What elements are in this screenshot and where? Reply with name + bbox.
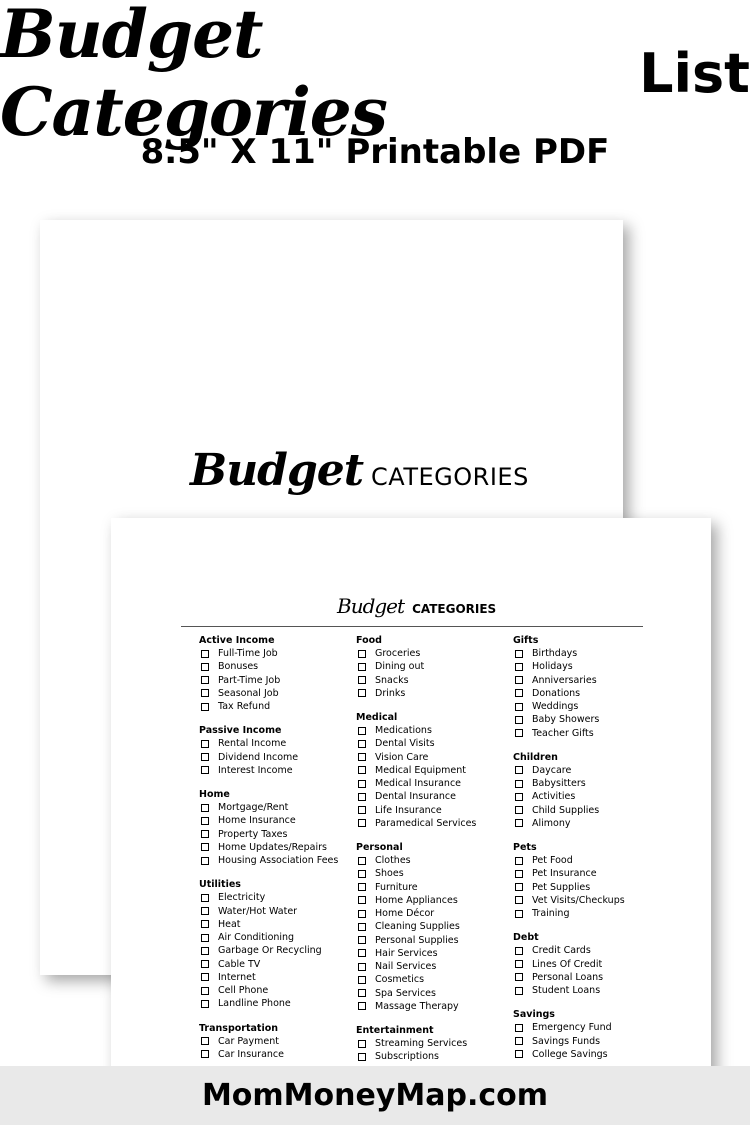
checkbox-icon: [515, 960, 523, 968]
checklist-item: [199, 647, 349, 660]
checklist-item: [356, 724, 506, 737]
checkbox-icon: [201, 689, 209, 697]
checklist-item-label: Pet Insurance: [532, 868, 597, 880]
checkbox-icon: [201, 934, 209, 942]
checklist-item: [513, 1035, 663, 1048]
checklist-item-label: Subscriptions: [375, 1051, 439, 1063]
category-title: Medical: [356, 712, 398, 723]
checklist-item-label: Medical Equipment: [375, 764, 466, 776]
checkbox-icon: [201, 766, 209, 774]
checklist-item-label: Vet Visits/Checkups: [532, 894, 625, 906]
checklist-item: [199, 674, 349, 687]
checklist-item: [356, 920, 506, 933]
checklist-item: [513, 894, 663, 907]
category-title: Transportation: [199, 1022, 279, 1034]
category-title: Gifts: [513, 635, 539, 646]
checklist-item-label: Paramedical Services: [375, 817, 477, 829]
back-sheet-heading: [190, 445, 529, 496]
checklist-item-label: Full-Time Job: [218, 648, 278, 659]
checklist-item: [356, 751, 506, 764]
checkbox-icon: [358, 753, 366, 761]
checkbox-icon: [201, 650, 209, 658]
checklist-item-label: Child Supplies: [532, 804, 600, 816]
checklist-item: [513, 647, 663, 660]
checklist-item-label: Medications: [375, 725, 432, 736]
checkbox-icon: [358, 989, 366, 997]
checkbox-icon: [201, 973, 209, 981]
category-group: [199, 1022, 349, 1062]
checklist-item-label: Clothes: [375, 855, 411, 866]
checklist-item-label: Hair Services: [375, 947, 438, 959]
checklist-item-label: Birthdays: [532, 648, 578, 659]
checklist-item-label: Daycare: [532, 764, 572, 776]
checklist-item-label: Cosmetics: [375, 974, 425, 986]
checklist-item: [199, 751, 349, 764]
checkbox-icon: [515, 716, 523, 724]
checkbox-icon: [358, 689, 366, 697]
checkbox-icon: [201, 1050, 209, 1058]
checkbox-icon: [515, 703, 523, 711]
checklist-item-label: Teacher Gifts: [532, 727, 594, 739]
front-sheet-preview: [111, 518, 711, 1078]
checkbox-icon: [515, 910, 523, 918]
checklist-item-label: Housing Association Fees: [218, 855, 339, 866]
category-group: [356, 711, 506, 830]
checkbox-icon: [201, 843, 209, 851]
category-group: [356, 1024, 506, 1064]
checkbox-icon: [201, 804, 209, 812]
checklist-item-label: Dividend Income: [218, 751, 299, 763]
checklist-item-label: Pet Food: [532, 855, 573, 866]
checklist-item: [513, 1021, 663, 1034]
checkbox-icon: [201, 1037, 209, 1045]
checklist-item: [199, 660, 349, 673]
checkbox-icon: [515, 973, 523, 981]
checklist-item: [199, 958, 349, 971]
checkbox-icon: [201, 740, 209, 748]
checklist-item: [513, 958, 663, 971]
checklist-item-label: Snacks: [375, 674, 409, 686]
category-title: Active Income: [199, 635, 275, 646]
checkbox-icon: [358, 1002, 366, 1010]
checklist-item-label: Tax Refund: [218, 701, 271, 712]
checklist-item-label: Heat: [218, 918, 241, 930]
category-group: [356, 634, 506, 700]
category-title: Passive Income: [199, 725, 282, 737]
category-group: [199, 788, 349, 867]
checklist-item-label: Interest Income: [218, 764, 293, 776]
checklist-item-label: Home Insurance: [218, 815, 296, 827]
checklist-item-label: Spa Services: [375, 987, 436, 999]
checkbox-icon: [515, 663, 523, 671]
checklist-item-label: Personal Loans: [532, 971, 604, 983]
checklist-item: [199, 1048, 349, 1061]
checklist-item: [356, 894, 506, 907]
checklist-item: [356, 947, 506, 960]
checklist-item: [199, 687, 349, 700]
checklist-item: [356, 790, 506, 803]
checkbox-icon: [358, 923, 366, 931]
checklist-item: [356, 674, 506, 687]
checklist-item: [513, 984, 663, 997]
checkbox-icon: [201, 894, 209, 902]
checklist-item: [356, 1000, 506, 1013]
category-group: [513, 841, 663, 920]
checklist-item-label: Medical Insurance: [375, 778, 462, 789]
checklist-item: [513, 700, 663, 713]
checkbox-icon: [201, 857, 209, 865]
checklist-item: [513, 777, 663, 790]
checklist-item: [356, 907, 506, 920]
checklist-item-label: Holidays: [532, 661, 573, 673]
checklist-item-label: Shoes: [375, 868, 404, 880]
checklist-item-label: Bonuses: [218, 661, 259, 673]
checklist-item-label: Lines Of Credit: [532, 958, 603, 970]
checklist-item-label: Babysitters: [532, 778, 586, 789]
checklist-item-label: Seasonal Job: [218, 687, 279, 699]
checklist-item: [199, 814, 349, 827]
category-group: [513, 751, 663, 830]
checklist-item: [356, 660, 506, 673]
subtitle: 8.5" X 11" Printable PDF: [140, 132, 610, 172]
category-title: Debt: [513, 932, 539, 944]
title-bold: List: [639, 41, 750, 105]
checklist-item: [199, 801, 349, 814]
checkbox-icon: [358, 793, 366, 801]
checklist-item-label: Electricity: [218, 892, 266, 904]
checkbox-icon: [515, 1050, 523, 1058]
title-script: Budget Categories: [0, 0, 387, 151]
checklist-item: [199, 984, 349, 997]
checkbox-icon: [358, 780, 366, 788]
checklist-item: [199, 700, 349, 713]
checklist-item: [513, 881, 663, 894]
checklist-item: [199, 828, 349, 841]
checklist-item-label: Life Insurance: [375, 804, 442, 816]
checkbox-icon: [201, 830, 209, 838]
category-title: Food: [356, 635, 382, 646]
checkbox-icon: [358, 676, 366, 684]
checkbox-icon: [515, 1024, 523, 1032]
checkbox-icon: [201, 676, 209, 684]
checklist-item: [199, 841, 349, 854]
checklist-item-label: Dental Insurance: [375, 791, 456, 803]
checklist-item: [513, 944, 663, 957]
checklist-item: [356, 817, 506, 830]
checklist-item: [199, 918, 349, 931]
checkbox-icon: [515, 793, 523, 801]
checkbox-icon: [358, 1040, 366, 1048]
checklist-item-label: Landline Phone: [218, 998, 291, 1010]
checkbox-icon: [515, 896, 523, 904]
category-group: [513, 931, 663, 997]
checkbox-icon: [201, 1000, 209, 1008]
checkbox-icon: [358, 650, 366, 658]
checklist-item: [513, 660, 663, 673]
checkbox-icon: [515, 819, 523, 827]
checklist-item-label: Training: [532, 908, 570, 919]
checklist-item-label: Baby Showers: [532, 714, 600, 726]
checklist-item: [199, 944, 349, 957]
checklist-item-label: College Savings: [532, 1048, 608, 1060]
checklist-item: [356, 804, 506, 817]
checkbox-icon: [201, 987, 209, 995]
footer-bar: [0, 1066, 750, 1125]
checklist-item: [356, 737, 506, 750]
checkbox-icon: [358, 819, 366, 827]
checklist-item-label: Emergency Fund: [532, 1022, 612, 1034]
checkbox-icon: [201, 920, 209, 928]
category-column-2: [356, 634, 506, 1075]
checklist-item-label: Personal Supplies: [375, 934, 459, 946]
front-heading-script: Budget: [337, 594, 405, 618]
checkbox-icon: [515, 766, 523, 774]
checklist-item: [199, 891, 349, 904]
checklist-item-label: Dining out: [375, 661, 425, 673]
category-group: [199, 634, 349, 713]
checkbox-icon: [201, 753, 209, 761]
checklist-item: [513, 804, 663, 817]
checklist-item: [356, 1050, 506, 1063]
category-group: [199, 878, 349, 1010]
category-group: [199, 724, 349, 777]
checkbox-icon: [201, 960, 209, 968]
checklist-item: [513, 971, 663, 984]
checklist-item: [513, 687, 663, 700]
checkbox-icon: [358, 949, 366, 957]
checklist-item: [356, 777, 506, 790]
checklist-item-label: Streaming Services: [375, 1038, 468, 1049]
checklist-item: [199, 931, 349, 944]
checklist-item: [513, 854, 663, 867]
checklist-item: [199, 971, 349, 984]
checkbox-icon: [515, 780, 523, 788]
checklist-item-label: Alimony: [532, 817, 571, 829]
checklist-item-label: Groceries: [375, 648, 421, 659]
checklist-item-label: Home Décor: [375, 908, 435, 919]
checklist-item: [356, 647, 506, 660]
checkbox-icon: [358, 663, 366, 671]
category-title: Personal: [356, 842, 403, 853]
category-title: Pets: [513, 842, 537, 853]
checkbox-icon: [358, 936, 366, 944]
checklist-item: [513, 817, 663, 830]
checkbox-icon: [515, 870, 523, 878]
checklist-item-label: Student Loans: [532, 985, 601, 996]
checklist-item-label: Dental Visits: [375, 738, 435, 750]
checklist-item: [513, 727, 663, 740]
checklist-item-label: Property Taxes: [218, 828, 288, 840]
checkbox-icon: [201, 817, 209, 825]
checkbox-icon: [515, 947, 523, 955]
checkbox-icon: [358, 896, 366, 904]
checkbox-icon: [358, 870, 366, 878]
checklist-item: [513, 713, 663, 726]
checkbox-icon: [358, 806, 366, 814]
checklist-item: [513, 764, 663, 777]
category-group: [513, 634, 663, 740]
checklist-item: [356, 854, 506, 867]
checkbox-icon: [358, 883, 366, 891]
checklist-item: [513, 790, 663, 803]
checklist-item-label: Donations: [532, 687, 581, 699]
checklist-item: [356, 881, 506, 894]
checklist-item-label: Part-Time Job: [218, 674, 281, 686]
category-title: Utilities: [199, 879, 241, 891]
checklist-item: [356, 1037, 506, 1050]
checklist-item: [356, 987, 506, 1000]
checklist-item: [356, 764, 506, 777]
checklist-item: [199, 905, 349, 918]
checklist-item-label: Drinks: [375, 687, 406, 699]
front-sheet-heading: [337, 594, 496, 618]
checkbox-icon: [358, 963, 366, 971]
checklist-item-label: Water/Hot Water: [218, 905, 298, 917]
checklist-item-label: Credit Cards: [532, 945, 591, 957]
heading-divider: [181, 626, 643, 627]
checklist-item-label: Savings Funds: [532, 1035, 601, 1047]
checklist-item: [356, 687, 506, 700]
site-url: MomMoneyMap.com: [201, 1078, 549, 1113]
checklist-item-label: Weddings: [532, 701, 579, 712]
checkbox-icon: [358, 766, 366, 774]
category-title: Entertainment: [356, 1025, 434, 1036]
category-group: [513, 1008, 663, 1061]
checkbox-icon: [201, 663, 209, 671]
checklist-item: [356, 934, 506, 947]
checklist-item-label: Vision Care: [375, 751, 429, 763]
checklist-item: [199, 764, 349, 777]
checklist-item: [513, 907, 663, 920]
category-title: Children: [513, 751, 558, 763]
checklist-item: [513, 674, 663, 687]
checkbox-icon: [358, 727, 366, 735]
checkbox-icon: [358, 857, 366, 865]
checklist-item: [199, 854, 349, 867]
checkbox-icon: [515, 689, 523, 697]
checkbox-icon: [515, 883, 523, 891]
checklist-item: [513, 1048, 663, 1061]
page-title: [0, 0, 750, 151]
checklist-item-label: Air Conditioning: [218, 932, 295, 943]
category-column-3: [513, 634, 663, 1072]
checklist-item-label: Massage Therapy: [375, 1000, 459, 1012]
checkbox-icon: [358, 976, 366, 984]
category-column-1: [199, 634, 349, 1072]
checklist-item-label: Activities: [532, 791, 576, 803]
checkbox-icon: [201, 703, 209, 711]
checkbox-icon: [358, 1053, 366, 1061]
checklist-item-label: Car Insurance: [218, 1048, 284, 1060]
checkbox-icon: [515, 806, 523, 814]
checkbox-icon: [515, 987, 523, 995]
checklist-item-label: Home Appliances: [375, 894, 458, 906]
checklist-item: [513, 867, 663, 880]
checkbox-icon: [358, 910, 366, 918]
checklist-item-label: Internet: [218, 971, 256, 983]
category-group: [356, 841, 506, 1013]
checklist-item-label: Cable TV: [218, 958, 261, 970]
checklist-item-label: Home Updates/Repairs: [218, 841, 327, 853]
checklist-item: [356, 973, 506, 986]
checkbox-icon: [358, 740, 366, 748]
front-heading-caps: CATEGORIES: [412, 602, 497, 616]
checklist-item: [356, 867, 506, 880]
checkbox-icon: [515, 857, 523, 865]
checkbox-icon: [515, 1037, 523, 1045]
checklist-item: [199, 997, 349, 1010]
checklist-item-label: Mortgage/Rent: [218, 802, 289, 813]
category-title: Savings: [513, 1009, 555, 1021]
checkbox-icon: [201, 947, 209, 955]
checklist-item-label: Anniversaries: [532, 674, 597, 686]
back-heading-caps: CATEGORIES: [371, 463, 529, 491]
checklist-item-label: Cell Phone: [218, 985, 269, 996]
checkbox-icon: [515, 676, 523, 684]
checklist-item-label: Garbage Or Recycling: [218, 945, 322, 957]
back-heading-script: Budget: [190, 445, 364, 496]
checklist-item-label: Rental Income: [218, 738, 287, 750]
checklist-item: [199, 1035, 349, 1048]
checklist-item-label: Pet Supplies: [532, 881, 591, 893]
checklist-item: [356, 960, 506, 973]
checklist-item-label: Car Payment: [218, 1035, 279, 1047]
checkbox-icon: [201, 907, 209, 915]
category-title: Home: [199, 789, 230, 800]
checklist-item: [199, 737, 349, 750]
checklist-item-label: Nail Services: [375, 961, 437, 972]
checkbox-icon: [515, 729, 523, 737]
checklist-item-label: Furniture: [375, 881, 418, 893]
checklist-item-label: Cleaning Supplies: [375, 921, 460, 933]
checkbox-icon: [515, 650, 523, 658]
